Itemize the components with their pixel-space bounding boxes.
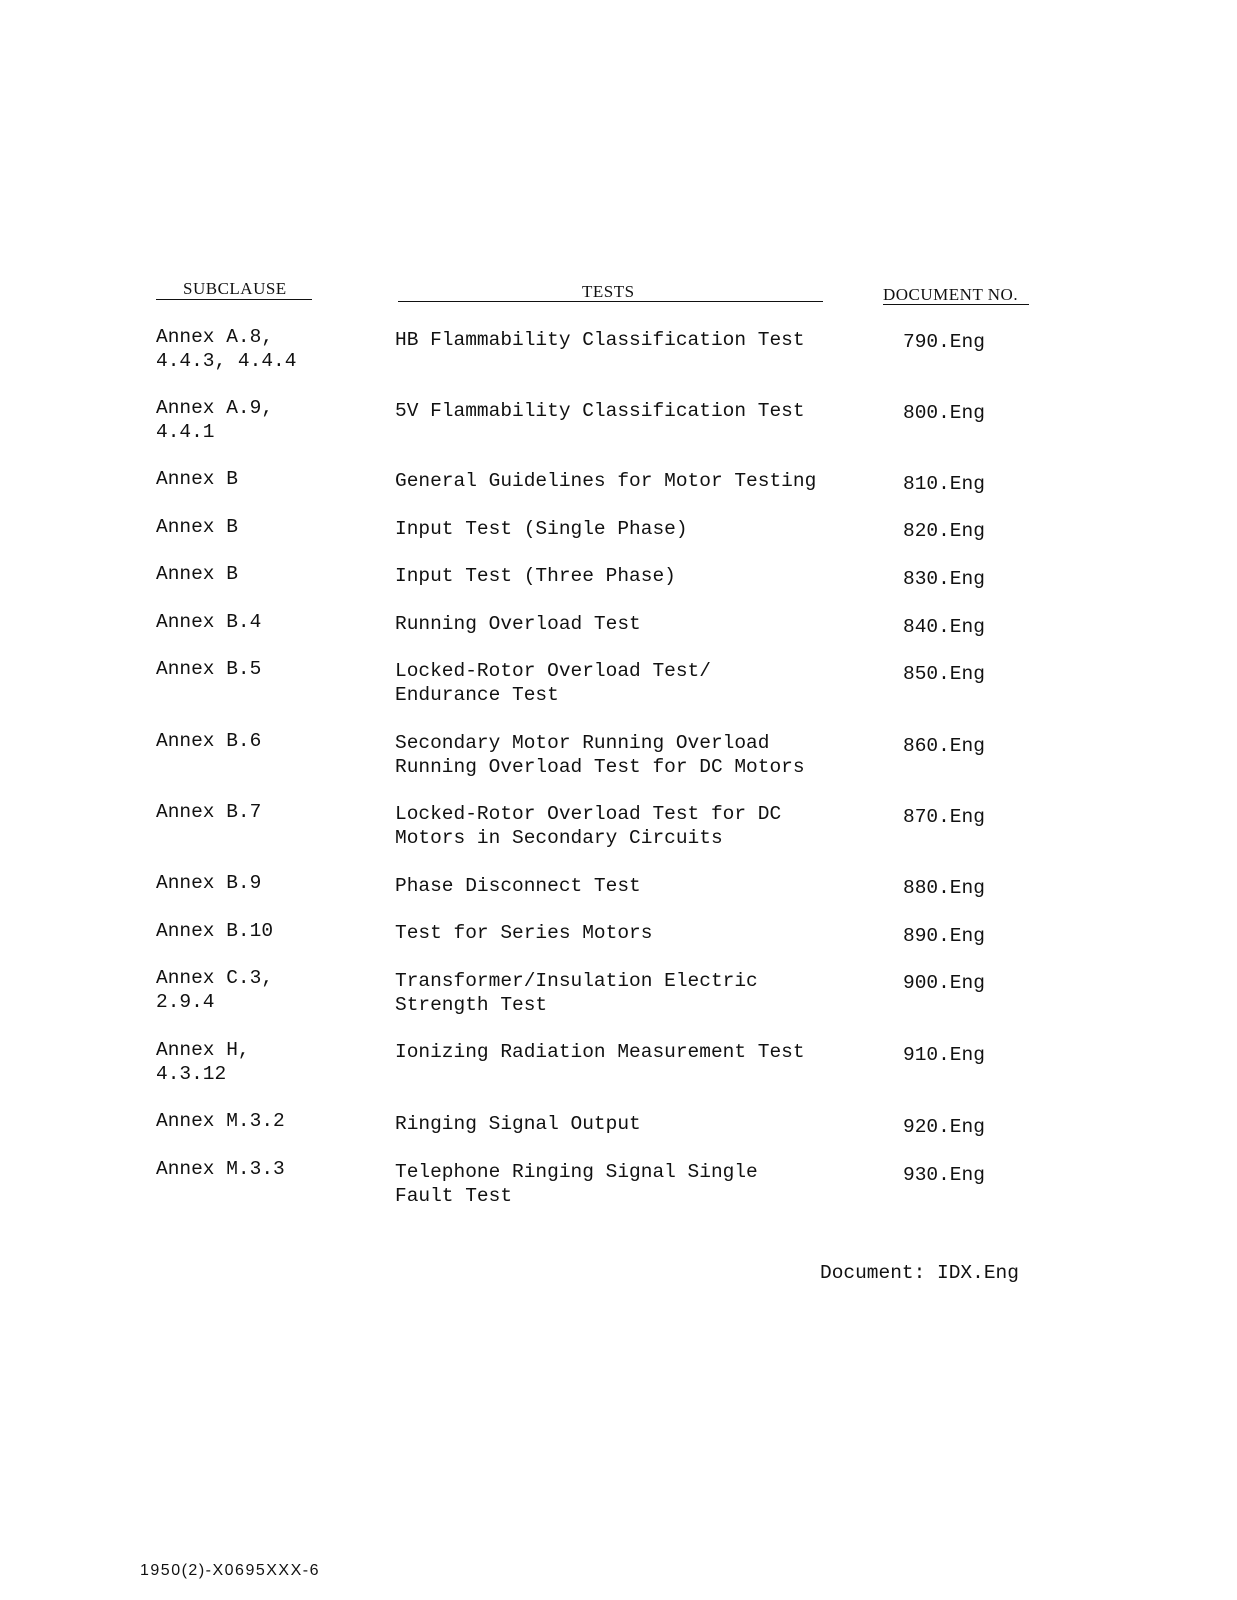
document-id: 1950(2)-X0695XXX-6 xyxy=(140,1562,320,1579)
subclause-cell: Annex B xyxy=(156,563,238,585)
test-cell: Phase Disconnect Test xyxy=(395,875,641,897)
test-cell: Transformer/Insulation Electric Strength Test xyxy=(395,970,758,1016)
document-no-cell: 890.Eng xyxy=(903,925,985,947)
test-cell: 5V Flammability Classification Test xyxy=(395,400,805,422)
subclause-cell: Annex B.9 xyxy=(156,872,262,894)
subclause-cell: Annex B.4 xyxy=(156,611,262,633)
subclause-cell: Annex H, 4.3.12 xyxy=(156,1039,250,1085)
test-cell: General Guidelines for Motor Testing xyxy=(395,470,817,492)
header-underline-document-no xyxy=(883,304,1029,305)
document-no-cell: 920.Eng xyxy=(903,1116,985,1138)
subclause-cell: Annex B xyxy=(156,468,238,490)
document-no-cell: 870.Eng xyxy=(903,806,985,828)
column-header-tests: TESTS xyxy=(582,282,635,301)
column-header-subclause: SUBCLAUSE xyxy=(183,279,287,298)
test-cell: Secondary Motor Running Overload Running Overload Test for DC Motors xyxy=(395,732,805,778)
document-no-cell: 840.Eng xyxy=(903,616,985,638)
subclause-cell: Annex B.5 xyxy=(156,658,262,680)
subclause-cell: Annex M.3.2 xyxy=(156,1110,285,1132)
document-no-cell: 820.Eng xyxy=(903,520,985,542)
document-no-cell: 910.Eng xyxy=(903,1044,985,1066)
document-no-cell: 800.Eng xyxy=(903,402,985,424)
document-no-cell: 810.Eng xyxy=(903,473,985,495)
subclause-cell: Annex B.6 xyxy=(156,730,262,752)
test-cell: Locked-Rotor Overload Test/ Endurance Test xyxy=(395,660,711,706)
document-no-cell: 850.Eng xyxy=(903,663,985,685)
subclause-cell: Annex A.8, 4.4.3, 4.4.4 xyxy=(156,326,297,372)
document-no-cell: 830.Eng xyxy=(903,568,985,590)
test-cell: Ionizing Radiation Measurement Test xyxy=(395,1041,805,1063)
column-header-document-no: DOCUMENT NO. xyxy=(883,285,1019,304)
document-no-cell: 790.Eng xyxy=(903,331,985,353)
document-reference: Document: IDX.Eng xyxy=(820,1262,1019,1284)
subclause-cell: Annex M.3.3 xyxy=(156,1158,285,1180)
test-cell: Locked-Rotor Overload Test for DC Motors in Secondary Circuits xyxy=(395,803,782,849)
header-underline-tests xyxy=(398,301,823,302)
test-cell: Telephone Ringing Signal Single Fault Test xyxy=(395,1161,758,1207)
header-underline-subclause xyxy=(156,299,312,300)
subclause-cell: Annex C.3, 2.9.4 xyxy=(156,967,274,1013)
test-cell: Ringing Signal Output xyxy=(395,1113,641,1135)
subclause-cell: Annex A.9, 4.4.1 xyxy=(156,397,274,443)
document-no-cell: 930.Eng xyxy=(903,1164,985,1186)
test-cell: Input Test (Three Phase) xyxy=(395,565,676,587)
test-cell: Test for Series Motors xyxy=(395,922,653,944)
document-no-cell: 860.Eng xyxy=(903,735,985,757)
subclause-cell: Annex B.10 xyxy=(156,920,274,942)
test-cell: Input Test (Single Phase) xyxy=(395,518,688,540)
subclause-cell: Annex B.7 xyxy=(156,801,262,823)
document-no-cell: 880.Eng xyxy=(903,877,985,899)
test-cell: Running Overload Test xyxy=(395,613,641,635)
test-cell: HB Flammability Classification Test xyxy=(395,329,805,351)
subclause-cell: Annex B xyxy=(156,516,238,538)
document-no-cell: 900.Eng xyxy=(903,972,985,994)
